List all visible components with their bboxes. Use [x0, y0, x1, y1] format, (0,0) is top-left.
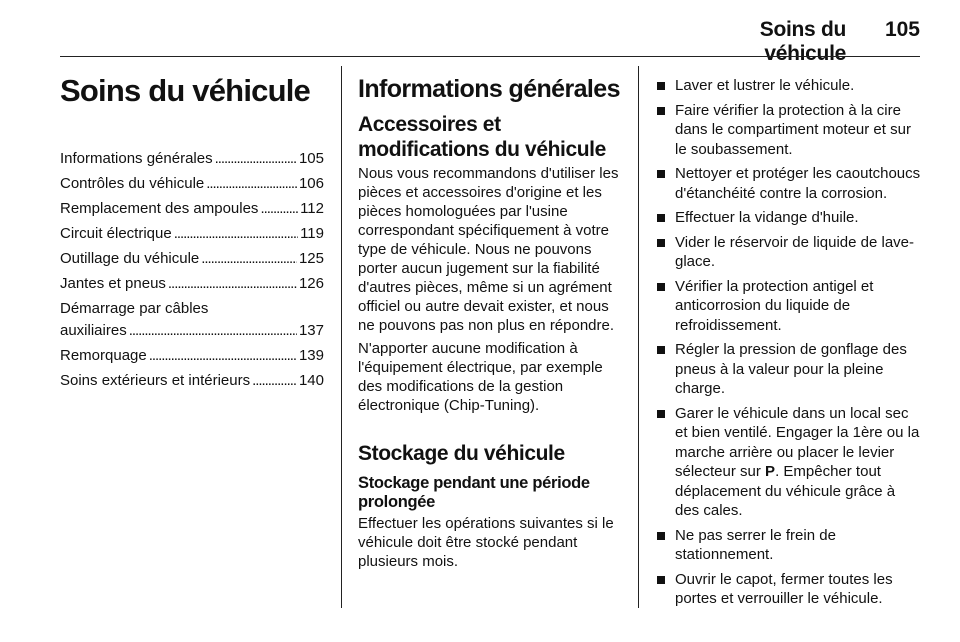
toc-leader-dots: [215, 148, 297, 170]
toc-entry[interactable]: [60, 173, 324, 195]
square-bullet-icon: [657, 410, 665, 418]
list-item-text-after: . Empêcher tout déplacement du véhicule grâce à des cales.: [675, 463, 896, 519]
toc-page: 106: [298, 175, 324, 192]
storage-checklist: [655, 76, 921, 609]
square-bullet-icon: [657, 532, 665, 540]
square-bullet-icon: [657, 576, 665, 584]
toc-leader-dots: [206, 173, 297, 195]
table-of-contents: [60, 148, 324, 392]
list-item: [655, 233, 921, 272]
list-item-text-before: Garer le véhicule dans un local sec et bien ventilé. Engager la 1ère ou la marche arrière ou placer le levier sélecteur sur: [675, 404, 920, 480]
toc-entry[interactable]: [60, 148, 324, 170]
header-rule: [60, 56, 920, 57]
column-divider-left: [341, 66, 342, 608]
toc-page: 112: [300, 200, 324, 217]
content-column-right: [655, 76, 921, 614]
toc-entry[interactable]: [60, 370, 324, 392]
square-bullet-icon: [657, 283, 665, 291]
list-item-text: Vérifier la protection antigel et anticorrosion du liquide de refroidissement.: [675, 277, 874, 334]
toc-page: 140: [298, 372, 324, 389]
list-item: [655, 277, 921, 336]
list-item: [655, 340, 921, 399]
toc-label: Contrôles du véhicule: [60, 175, 205, 192]
list-item: [655, 570, 921, 609]
toc-label: Soins extérieurs et intérieurs: [60, 372, 251, 389]
toc-entry[interactable]: [60, 273, 324, 295]
running-header-title: Soins du véhicule: [759, 18, 846, 65]
accessories-paragraph-2: N'apporter aucune modification à l'équipement électrique, par exemple des modifications de la gestion électronique (Chip-Tuning).: [358, 340, 603, 414]
toc-leader-dots: [201, 248, 297, 270]
square-bullet-icon: [657, 107, 665, 115]
toc-entry[interactable]: [60, 345, 324, 367]
square-bullet-icon: [657, 82, 665, 90]
list-item-text: Laver et lustrer le véhicule.: [675, 77, 855, 94]
toc-entry[interactable]: [60, 223, 324, 245]
list-item: [655, 76, 921, 96]
toc-label: auxiliaires: [60, 322, 127, 339]
list-item: [655, 404, 921, 521]
toc-entry[interactable]: [60, 248, 324, 270]
toc-leader-dots: [252, 370, 297, 392]
toc-leader-dots: [174, 223, 298, 245]
list-item: [655, 164, 921, 203]
content-column-middle: [358, 74, 624, 571]
toc-label: Remplacement des ampoules: [60, 200, 259, 217]
list-item-text: Ouvrir le capot, fermer toutes les portes et verrouiller le véhicule.: [675, 570, 893, 607]
toc-label: Circuit électrique: [60, 225, 172, 242]
section-title-general: Informations générales: [358, 75, 620, 103]
long-term-paragraph: Effectuer les opérations suivantes si le véhicule doit être stocké pendant plusieurs mois.: [358, 515, 614, 570]
toc-page: 139: [298, 347, 324, 364]
list-item: [655, 208, 921, 228]
toc-page: 137: [298, 322, 324, 339]
list-item: [655, 101, 921, 160]
column-divider-right: [638, 66, 639, 608]
toc-page: 119: [300, 225, 324, 242]
toc-leader-dots: [168, 273, 297, 295]
square-bullet-icon: [657, 346, 665, 354]
list-item-text: Ne pas serrer le frein de stationnement.: [675, 526, 836, 563]
subsection-title-accessories: Accessoires et modifications du véhicule: [358, 113, 606, 161]
toc-leader-dots: [129, 320, 297, 342]
toc-label: Informations générales: [60, 150, 213, 167]
list-item-text: Nettoyer et protéger les caoutchoucs d'étanchéité contre la corrosion.: [675, 165, 921, 202]
square-bullet-icon: [657, 239, 665, 247]
chapter-title: Soins du véhicule: [60, 73, 310, 108]
list-item-text: Régler la pression de gonflage des pneus à la valeur pour la pleine charge.: [675, 341, 907, 397]
toc-leader-dots: [260, 198, 298, 220]
subsection-title-long-term: Stockage pendant une période prolongée: [358, 474, 590, 511]
toc-entry[interactable]: [60, 298, 324, 342]
accessories-paragraph-1: Nous vous recommandons d'utiliser les pièces et accessoires d'origine et les pièces homologuées par l'usine correspondant spécifiquement à votre type de véhicule. Nous ne pouvons porter aucun jugement sur la fiabilité d'autres pièces, même si un agrément officiel ou autre devait exister, et nous ne pouvons pas non plus en répondre.: [358, 165, 619, 334]
gear-position-p: P: [765, 463, 776, 480]
list-item-text: Faire vérifier la protection à la cire dans le compartiment moteur et sur le soubassement.: [675, 101, 911, 158]
toc-page: 126: [298, 275, 324, 292]
toc-leader-dots: [149, 345, 297, 367]
chapter-column: [60, 74, 324, 395]
list-item: [655, 526, 921, 565]
toc-label: Remorquage: [60, 347, 147, 364]
section-title-storage: Stockage du véhicule: [358, 442, 565, 465]
square-bullet-icon: [657, 214, 665, 222]
toc-page: 125: [298, 250, 324, 267]
list-item-text: Vider le réservoir de liquide de lave-glace.: [675, 233, 915, 270]
toc-label-line1: Démarrage par câbles: [60, 300, 209, 317]
square-bullet-icon: [657, 170, 665, 178]
page-number: 105: [884, 18, 920, 41]
list-item-text: Effectuer la vidange d'huile.: [675, 209, 859, 226]
toc-entry[interactable]: [60, 198, 324, 220]
toc-label: Outillage du véhicule: [60, 250, 200, 267]
toc-label: Jantes et pneus: [60, 275, 166, 292]
toc-page: 105: [298, 150, 324, 167]
